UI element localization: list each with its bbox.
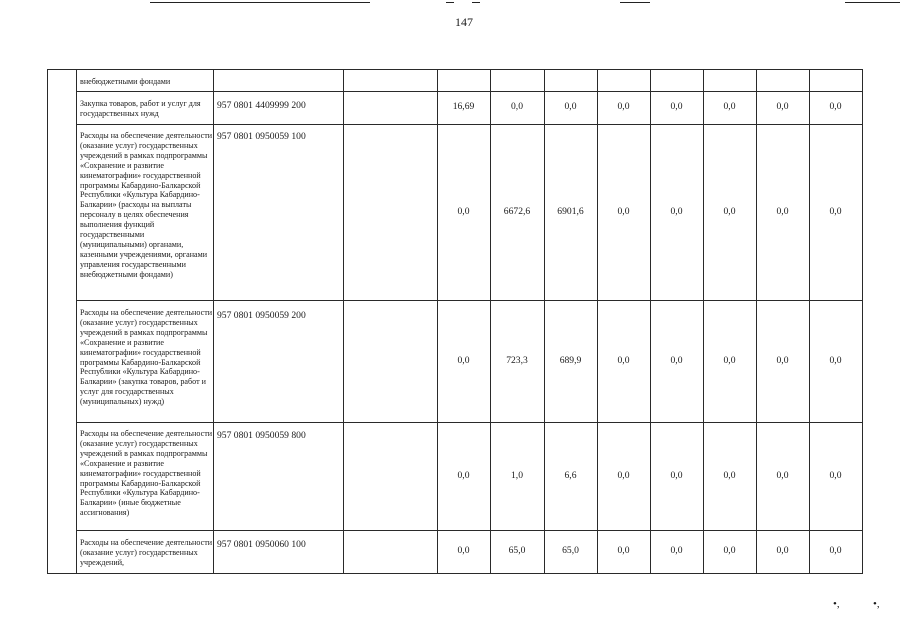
row-5-value-7: 0,0: [829, 545, 842, 556]
scan-line-left: [150, 2, 370, 3]
grid-vline-0: [47, 69, 48, 574]
grid-vline-10: [756, 69, 757, 574]
row-1-value-1: 0,0: [511, 101, 523, 112]
row-2-value-5: 0,0: [723, 206, 736, 217]
row-1-description: Закупка товаров, работ и услуг для государственных нужд: [80, 99, 201, 118]
grid-vline-11: [809, 69, 810, 574]
grid-hline-4: [76, 422, 863, 423]
row-5-value-0: 0,0: [457, 545, 470, 556]
row-1-value-5: 0,0: [723, 101, 736, 112]
footer-mark-left: •,: [833, 598, 840, 610]
row-4-code: 957 0801 0950059 800: [217, 430, 306, 441]
grid-vline-2: [213, 69, 214, 574]
row-4-value-7: 0,0: [829, 470, 842, 481]
grid-vline-6: [544, 69, 545, 574]
row-5-value-6: 0,0: [776, 545, 789, 556]
row-2-value-1: 6672,6: [503, 206, 531, 217]
grid-hline-1: [76, 91, 863, 92]
grid-hline-bottom: [47, 573, 863, 574]
row-1-value-4: 0,0: [670, 101, 683, 112]
row-2-value-7: 0,0: [829, 206, 842, 217]
row-2-code: 957 0801 0950059 100: [217, 131, 306, 142]
row-3-description: Расходы на обеспечение деятельности (оказание услуг) государственных учреждений в рамках подпрограммы «Сохранение и развитие кинематографии» государственной программы Кабардино-Балкарской Республики «Культура Кабардино-Балкарии» (закупка товаров, работ и услуг для государственных (муниципальных) нужд): [80, 308, 213, 407]
grid-hline-top: [47, 69, 863, 70]
row-2-value-0: 0,0: [457, 206, 470, 217]
row-1-value-7: 0,0: [829, 101, 842, 112]
scan-line-far-right: [845, 2, 900, 3]
grid-vline-8: [650, 69, 651, 574]
row-5-value-3: 0,0: [617, 545, 630, 556]
row-1-value-3: 0,0: [617, 101, 630, 112]
row-4-value-2: 6,6: [564, 470, 577, 481]
row-3-value-1: 723,3: [506, 355, 528, 366]
row-1-code: 957 0801 4409999 200: [217, 100, 306, 111]
row-1-value-0: 16,69: [452, 101, 475, 112]
grid-vline-12: [862, 69, 863, 574]
row-4-value-1: 1,0: [511, 470, 523, 481]
grid-hline-5: [76, 530, 863, 531]
row-2-description: Расходы на обеспечение деятельности (оказание услуг) государственных учреждений в рамках подпрограммы «Сохранение и развитие кинематографии» государственной программы Кабардино-Балкарской Республики «Культура Кабардино-Балкарии» (расходы на выплаты персоналу в целях обеспечения выполнения функций государственными (муниципальными) органами, казенными учреждениями, органами управления государственными внебюджетными фондами): [80, 131, 213, 279]
row-0-description: внебюджетными фондами: [80, 77, 171, 86]
row-3-value-4: 0,0: [670, 355, 683, 366]
grid-vline-1: [76, 69, 77, 574]
grid-hline-3: [76, 300, 863, 301]
row-4-value-0: 0,0: [457, 470, 470, 481]
row-3-code: 957 0801 0950059 200: [217, 310, 306, 321]
row-3-value-2: 689,9: [559, 355, 582, 366]
row-1-value-2: 0,0: [564, 101, 577, 112]
row-5-description: Расходы на обеспечение деятельности (оказание услуг) государственных учреждений,: [80, 538, 213, 567]
row-2-value-6: 0,0: [776, 206, 789, 217]
row-2-value-4: 0,0: [670, 206, 683, 217]
grid-vline-5: [490, 69, 491, 574]
row-4-value-3: 0,0: [617, 470, 630, 481]
scan-line-mid: [446, 2, 454, 3]
row-4-description: Расходы на обеспечение деятельности (оказание услуг) государственных учреждений в рамках подпрограммы «Сохранение и развитие кинематографии» государственной программы Кабардино-Балкарской Республики «Культура Кабардино-Балкарии» (иные бюджетные ассигнования): [80, 429, 213, 518]
row-3-value-6: 0,0: [776, 355, 789, 366]
row-5-value-2: 65,0: [562, 545, 579, 556]
grid-vline-7: [597, 69, 598, 574]
row-5-code: 957 0801 0950060 100: [217, 539, 306, 550]
row-5-value-4: 0,0: [670, 545, 683, 556]
row-3-value-3: 0,0: [617, 355, 630, 366]
grid-hline-2: [76, 124, 863, 125]
page-number: 147: [455, 15, 473, 29]
scan-line-mid2: [472, 2, 480, 3]
footer-mark-right: •,: [873, 598, 880, 610]
row-4-value-6: 0,0: [776, 470, 789, 481]
scan-line-right: [620, 2, 650, 3]
row-5-value-5: 0,0: [723, 545, 736, 556]
row-2-value-2: 6901,6: [557, 206, 584, 217]
row-3-value-5: 0,0: [723, 355, 736, 366]
grid-vline-3: [343, 69, 344, 574]
row-3-value-0: 0,0: [457, 355, 470, 366]
row-1-value-6: 0,0: [776, 101, 789, 112]
grid-vline-4: [437, 69, 438, 574]
row-3-value-7: 0,0: [829, 355, 842, 366]
row-2-value-3: 0,0: [617, 206, 630, 217]
grid-vline-9: [703, 69, 704, 574]
row-4-value-5: 0,0: [723, 470, 736, 481]
row-5-value-1: 65,0: [508, 545, 526, 556]
row-4-value-4: 0,0: [670, 470, 683, 481]
